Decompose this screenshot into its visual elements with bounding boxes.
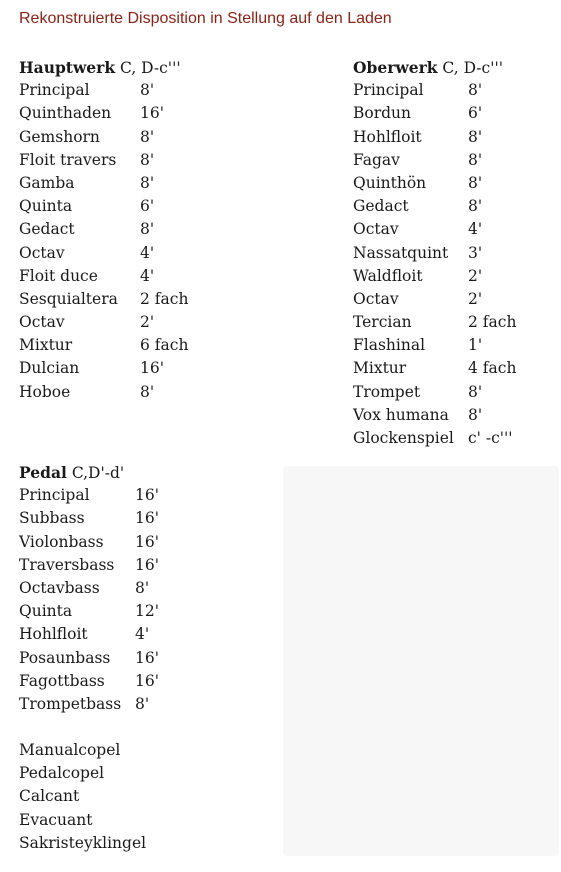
stop-row [19, 126, 249, 149]
stop-size: 4 fach [468, 359, 517, 378]
stop-row [353, 126, 553, 149]
stop-name: Principal [19, 81, 90, 100]
oberwerk-heading [353, 56, 553, 79]
stop-name: Octav [353, 289, 399, 308]
stop-name: Principal [19, 486, 90, 505]
stop-row [19, 102, 249, 125]
accessory-name: Calcant [19, 787, 80, 806]
stop-size: 16' [135, 671, 159, 690]
stop-name: Tercian [353, 313, 412, 332]
hauptwerk-section [19, 56, 249, 404]
stop-name: Floit duce [19, 266, 98, 285]
stop-row [19, 381, 249, 404]
stop-size: 6' [468, 104, 483, 123]
stop-size: 16' [135, 509, 159, 528]
accessory-item [19, 809, 249, 832]
stop-size: c' -c''' [468, 429, 513, 447]
stop-name: Hoboe [19, 382, 71, 401]
stop-row [19, 357, 249, 380]
stop-name: Quinta [19, 197, 73, 216]
stop-size: 2 fach [468, 313, 517, 332]
stop-name: Glockenspiel [353, 429, 454, 447]
oberwerk-name: Oberwerk [353, 58, 438, 77]
stop-name: Mixtur [353, 359, 407, 378]
stop-row [19, 79, 249, 102]
stop-size: 2' [468, 289, 483, 308]
stop-size: 3' [468, 243, 483, 262]
stop-name: Floit travers [19, 150, 117, 169]
accessory-name: Manualcopel [19, 741, 121, 759]
accessory-name: Sakristeyklingel [19, 833, 147, 852]
stop-name: Principal [353, 81, 424, 100]
stop-row [19, 623, 249, 646]
hauptwerk-stop-list [19, 79, 249, 404]
stop-row [353, 288, 553, 311]
stop-size: 6 fach [140, 336, 189, 355]
stop-row [353, 334, 553, 357]
pedal-stop-list [19, 484, 249, 716]
stop-size: 8' [140, 173, 155, 192]
stop-row [353, 218, 553, 241]
stop-name: Violonbass [19, 532, 104, 551]
stop-name: Quinthaden [19, 104, 112, 123]
stop-size: 8' [140, 150, 155, 169]
stop-size: 16' [140, 359, 164, 378]
stop-row [353, 404, 553, 427]
stop-size: 8' [468, 127, 483, 146]
stop-size: 8' [468, 197, 483, 216]
stop-size: 16' [135, 648, 159, 667]
stop-name: Posaunbass [19, 648, 111, 667]
stop-size: 8' [468, 81, 483, 100]
stop-name: Flashinal [353, 336, 426, 355]
stop-name: Nassatquint [353, 243, 449, 262]
stop-size: 4' [140, 266, 155, 285]
stop-size: 12' [135, 602, 159, 621]
stop-name: Mixtur [19, 336, 73, 355]
stop-name: Quinthön [353, 173, 427, 192]
stop-name: Trompet [353, 382, 421, 401]
stop-row [19, 531, 249, 554]
stop-row [353, 195, 553, 218]
stop-row [353, 79, 553, 102]
page-title: Rekonstruierte Disposition in Stellung auf den Laden [19, 10, 392, 27]
stop-size: 2' [140, 313, 155, 332]
stop-size: 1' [468, 336, 483, 355]
stop-size: 8' [468, 382, 483, 401]
stop-name: Quinta [19, 602, 73, 621]
stop-name: Traversbass [19, 555, 115, 574]
stop-row [19, 242, 249, 265]
stop-name: Octav [19, 243, 65, 262]
stop-size: 8' [468, 150, 483, 169]
stop-size: 4' [468, 220, 483, 239]
pedal-name: Pedal [19, 463, 67, 482]
accessory-item [19, 762, 249, 785]
stop-row [353, 311, 553, 334]
stop-row [353, 149, 553, 172]
oberwerk-range: C, D-c''' [442, 59, 503, 77]
accessory-name: Pedalcopel [19, 764, 105, 783]
hauptwerk-range: C, D-c''' [120, 59, 181, 77]
hauptwerk-heading [19, 56, 249, 79]
stop-row [19, 172, 249, 195]
stop-name: Gedact [353, 197, 409, 216]
stop-name: Hohlfloit [19, 625, 88, 644]
oberwerk-section [353, 56, 553, 450]
stop-size: 8' [140, 220, 155, 239]
pedal-section [19, 461, 249, 716]
oberwerk-stop-list [353, 79, 553, 450]
stop-size: 2 fach [140, 289, 189, 308]
stop-name: Dulcian [19, 359, 80, 378]
stop-row [19, 600, 249, 623]
stop-row [19, 218, 249, 241]
pedal-heading [19, 461, 249, 484]
stop-size: 8' [140, 382, 155, 401]
stop-row [19, 149, 249, 172]
accessory-name: Evacuant [19, 810, 93, 829]
stop-row [19, 554, 249, 577]
stop-name: Vox humana [353, 405, 449, 424]
stop-size: 8' [468, 173, 483, 192]
stop-row [353, 357, 553, 380]
stop-row [353, 172, 553, 195]
pedal-range: C,D'-d' [71, 464, 125, 482]
stop-size: 16' [135, 486, 159, 505]
faint-background-shape [283, 466, 559, 856]
stop-row [19, 647, 249, 670]
stop-row [353, 265, 553, 288]
stop-name: Waldfloit [353, 266, 423, 285]
stop-size: 8' [140, 127, 155, 146]
stop-size: 16' [135, 532, 159, 551]
stop-row [19, 577, 249, 600]
stop-name: Trompetbass [19, 694, 122, 713]
stop-size: 16' [140, 104, 164, 123]
accessory-item [19, 832, 249, 855]
stop-name: Fagav [353, 150, 400, 169]
stop-name: Octavbass [19, 578, 100, 597]
stop-name: Octav [353, 220, 399, 239]
stop-size: 8' [140, 81, 155, 100]
stop-row [19, 484, 249, 507]
stop-size: 4' [140, 243, 155, 262]
stop-name: Octav [19, 313, 65, 332]
stop-row [353, 242, 553, 265]
accessory-item [19, 785, 249, 808]
stop-size: 6' [140, 197, 155, 216]
stop-row [19, 288, 249, 311]
hauptwerk-name: Hauptwerk [19, 58, 116, 77]
stop-name: Bordun [353, 104, 412, 123]
stop-row [19, 311, 249, 334]
stop-name: Fagottbass [19, 671, 105, 690]
stop-row [19, 265, 249, 288]
stop-size: 4' [135, 625, 150, 644]
stop-row [353, 102, 553, 125]
stop-name: Gedact [19, 220, 75, 239]
stop-name: Gamba [19, 173, 75, 192]
accessory-item [19, 739, 249, 762]
stop-row [19, 693, 249, 716]
stop-row [19, 670, 249, 693]
stop-row [353, 381, 553, 404]
stop-size: 16' [135, 555, 159, 574]
stop-row [353, 427, 553, 450]
accessories-section [19, 739, 249, 855]
stop-row [19, 334, 249, 357]
stop-name: Gemshorn [19, 127, 100, 146]
stop-size: 8' [135, 578, 150, 597]
stop-name: Sesquialtera [19, 289, 118, 308]
stop-size: 8' [468, 405, 483, 424]
stop-size: 8' [135, 694, 150, 713]
stop-row [19, 195, 249, 218]
stop-name: Subbass [19, 509, 85, 528]
stop-size: 2' [468, 266, 483, 285]
stop-name: Hohlfloit [353, 127, 422, 146]
stop-row [19, 507, 249, 530]
